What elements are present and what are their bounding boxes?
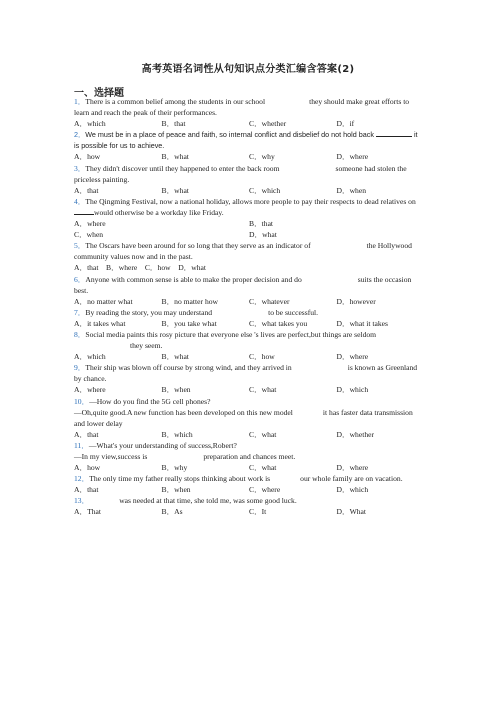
option-d[interactable]: D．however xyxy=(336,296,376,306)
option-d[interactable]: D．where xyxy=(336,463,369,473)
option-b[interactable]: B．that xyxy=(161,119,186,129)
question-13: 13． was needed at that time, she told me, was some good luck. xyxy=(74,496,297,506)
question-11: 11．—What's your understanding of success,Robert? xyxy=(74,440,237,450)
question-1-options xyxy=(74,118,424,129)
option-d[interactable]: D．What xyxy=(336,507,367,517)
option-d[interactable]: D．if xyxy=(336,119,355,129)
option-c[interactable]: C．whatever xyxy=(249,296,290,306)
option-d[interactable]: D．which xyxy=(336,385,369,395)
option-d[interactable]: D．whether xyxy=(336,429,375,439)
question-9-options xyxy=(74,384,424,395)
question-4-options-row2 xyxy=(74,229,424,240)
question-13-options xyxy=(74,506,424,517)
question-1: 1．There is a common belief among the students in our school they should make great efforts to learn and reach the peak of their performances. xyxy=(74,97,410,118)
option-d[interactable]: D．where xyxy=(336,352,369,362)
option-b[interactable]: B．what xyxy=(161,185,189,195)
option-c[interactable]: C．what xyxy=(249,385,277,395)
question-7: 7．By reading the story, you may understand to be successful. xyxy=(74,307,319,317)
question-10: 10．—How do you find the 5G cell phones? xyxy=(74,396,211,406)
option-c[interactable]: C．how xyxy=(249,352,275,362)
option-b[interactable]: B．when xyxy=(161,485,191,495)
option-c[interactable]: C．why xyxy=(249,152,275,162)
question-2-options xyxy=(74,151,424,162)
option-a[interactable]: A．where xyxy=(74,219,106,229)
option-d[interactable]: D．when xyxy=(336,185,367,195)
section-heading: 一、选择题 xyxy=(74,88,124,99)
question-2: 2．We must be in a place of peace and faith, so internal conflict and disbelief do not hold back it is possible for us to achieve. xyxy=(74,130,418,151)
option-c[interactable]: C．where xyxy=(249,485,281,495)
option-b[interactable]: B．what xyxy=(161,152,189,162)
option-c[interactable]: C．It xyxy=(249,507,267,517)
question-8: 8．Social media paints this rosy picture that everyone else 's lives are perfect,but things are seldomthey seem. xyxy=(74,329,377,351)
question-4-options-row1 xyxy=(74,218,424,229)
option-c[interactable]: C．what xyxy=(249,463,277,473)
option-b[interactable]: B．why xyxy=(161,463,188,473)
option-c[interactable]: C．whether xyxy=(249,119,287,129)
option-d[interactable]: D．what it takes xyxy=(336,318,388,328)
question-9: 9．Their ship was blown off course by strong wind, and they arrived in is known as Greenland by chance. xyxy=(74,363,418,384)
question-3: 3．They didn't discover until they happened to enter the back room someone had stolen the priceless painting. xyxy=(74,163,407,184)
question-list xyxy=(74,96,424,518)
option-c[interactable]: C．when xyxy=(74,230,104,240)
question-10-options xyxy=(74,429,424,440)
question-4: 4．The Qingming Festival, now a national holiday, allows more people to pay their respects to dead relatives onwould otherwise be a workday like Friday. xyxy=(74,196,416,217)
question-6: 6．Anyone with common sense is able to make the proper decision and do suits the occasion best. xyxy=(74,274,412,295)
option-a[interactable]: A．no matter what xyxy=(74,296,133,306)
option-c[interactable]: C．what xyxy=(249,429,277,439)
option-a[interactable]: A．that xyxy=(74,485,99,495)
question-11-options xyxy=(74,462,424,473)
question-10-reply: —Oh,quite good.A new function has been developed on this new model it has faster data transmission and lower delay xyxy=(74,407,413,428)
option-a[interactable]: A．where xyxy=(74,385,106,395)
option-a[interactable]: A．how xyxy=(74,152,101,162)
option-b[interactable]: B．no matter how xyxy=(161,296,219,306)
page-title: 高考英语名词性从句知识点分类汇编含答案(2) xyxy=(141,64,355,75)
option-a[interactable]: A．which xyxy=(74,352,106,362)
question-8-options xyxy=(74,351,424,362)
option-a[interactable]: A．that xyxy=(74,185,99,195)
option-a[interactable]: A．it takes what xyxy=(74,318,126,328)
option-b[interactable]: B．you take what xyxy=(161,318,217,328)
option-a[interactable]: A．that xyxy=(74,429,99,439)
option-a[interactable]: A．how xyxy=(74,463,101,473)
option-a[interactable]: A．That xyxy=(74,507,101,517)
option-b[interactable]: B．which xyxy=(161,429,193,439)
question-12-options xyxy=(74,484,424,495)
option-c[interactable]: C．which xyxy=(249,185,281,195)
option-d[interactable]: D．what xyxy=(249,230,277,240)
option-b[interactable]: B．when xyxy=(161,385,191,395)
question-7-options xyxy=(74,318,424,329)
question-5-options[interactable]: A．that B．where C．how D．what xyxy=(74,263,207,273)
option-a[interactable]: A．which xyxy=(74,119,106,129)
question-12: 12．The only time my father really stops thinking about work is our whole family are on vacation. xyxy=(74,474,403,484)
option-b[interactable]: B．that xyxy=(249,219,274,229)
question-3-options xyxy=(74,185,424,196)
option-b[interactable]: B．As xyxy=(161,507,183,517)
option-b[interactable]: B．what xyxy=(161,352,189,362)
option-c[interactable]: C．what takes you xyxy=(249,318,308,328)
option-d[interactable]: D．which xyxy=(336,485,369,495)
option-d[interactable]: D．where xyxy=(336,152,369,162)
question-11-reply: —In my view,success is preparation and chances meet. xyxy=(74,452,296,461)
question-6-options xyxy=(74,296,424,307)
question-5: 5．The Oscars have been around for so long that they serve as an indicator of the Hollywood community values now and in the past. xyxy=(74,241,412,262)
